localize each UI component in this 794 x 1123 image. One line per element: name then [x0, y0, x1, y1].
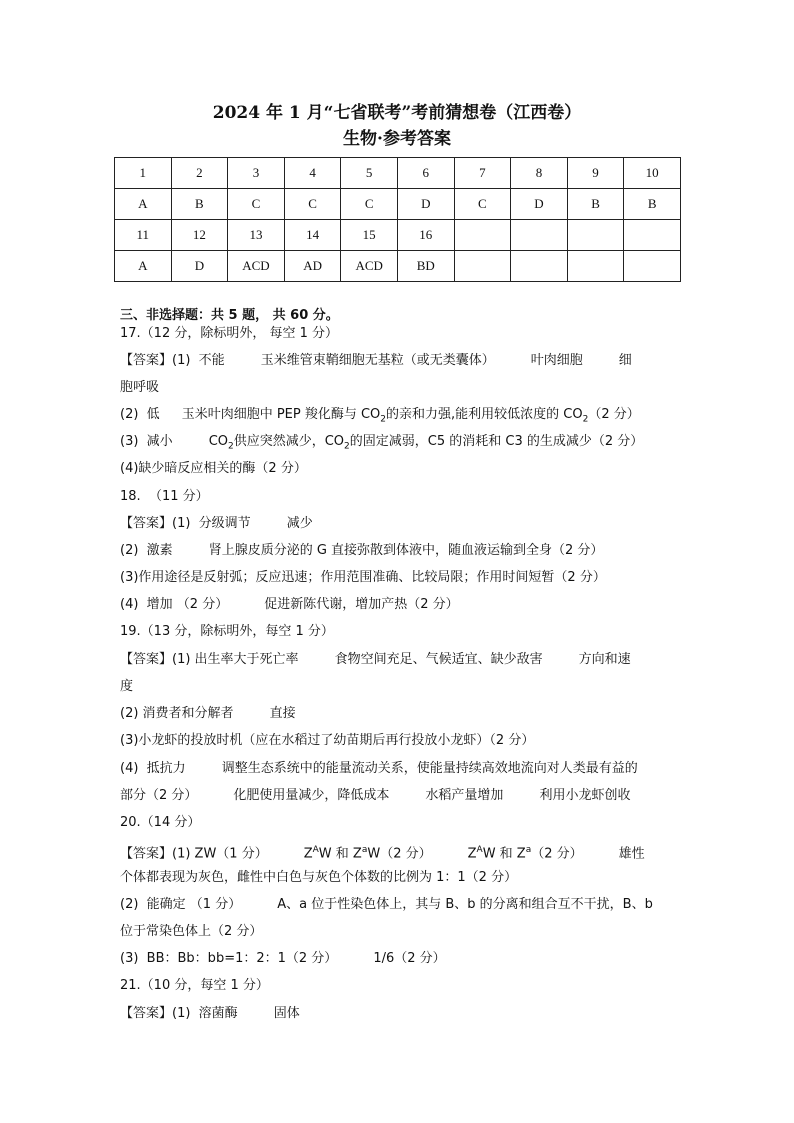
table-cell: 4 [284, 158, 341, 189]
table-cell: 12 [171, 220, 228, 251]
q20-line3: (2) 能确定 （1 分） A、a 位于性染色体上，其与 B、b 的分离和组合互不干扰，B、b [120, 897, 653, 912]
table-cell: 3 [228, 158, 285, 189]
q17-line2: (2) 低 玉米叶肉细胞中 PEP 羧化酶与 $CO_2$的亲和力强,能利用较低浓度的 $CO_2(2$ 分） [120, 407, 640, 425]
table-cell: C [341, 189, 398, 220]
table-cell: B [567, 189, 624, 220]
table-cell: D [511, 189, 568, 220]
table-cell: 14 [284, 220, 341, 251]
table-cell: B [624, 189, 681, 220]
table-cell: 2 [171, 158, 228, 189]
q17-line4: (4)缺少暗反应相关的酶（2 分） [120, 461, 307, 476]
table-cell: 16 [397, 220, 454, 251]
section-heading: 三、非选择题：共 5 题， 共 60 分。 [120, 308, 339, 323]
q19-line5: 部分（2 分） 化肥使用量减少，降低成本 水稻产量增加 利用小龙虾创收 [120, 788, 631, 803]
table-cell [624, 220, 681, 251]
table-cell: D [397, 189, 454, 220]
document-subtitle: 生物·参考答案 [343, 129, 451, 149]
table-cell: 6 [397, 158, 454, 189]
q17-line1: 【答案】(1) 不能 玉米维管束鞘细胞无基粒（或无类囊体） 叶肉细胞 细 [120, 353, 632, 368]
table-cell: ACD [228, 251, 285, 282]
table-cell: A [115, 251, 172, 282]
table-row [115, 189, 681, 220]
q20-line3-cont: 位于常染色体上（2 分） [120, 924, 263, 939]
q21-header: 21.（10 分，每空 1 分） [120, 978, 269, 993]
table-cell [567, 251, 624, 282]
q18-header: 18. （11 分） [120, 489, 209, 504]
table-cell: 10 [624, 158, 681, 189]
table-row [115, 158, 681, 189]
table-cell [511, 220, 568, 251]
q18-line2: (2) 激素 肾上腺皮质分泌的 G 直接弥散到体液中，随血液运输到全身（2 分） [120, 543, 604, 558]
q19-line2: (2) 消费者和分解者 直接 [120, 706, 296, 721]
table-cell [511, 251, 568, 282]
q20-line4: (3) BB：Bb：bb=1：2：1（2 分） 1/6（2 分） [120, 951, 446, 966]
q21-line1: 【答案】(1) 溶菌酶 固体 [120, 1006, 300, 1021]
table-cell: 11 [115, 220, 172, 251]
document-title: 2024 年 1 月“七省联考”考前猜想卷（江西卷） [212, 103, 582, 123]
table-cell: 13 [228, 220, 285, 251]
q20-line1: 【答案】(1) ZW（1 分） $Z^AW$ 和 $Z^aW(2$ 分） $Z^AW$ 和 $Z^a(2$ 分） 雄性 [120, 845, 645, 862]
q19-line1-cont: 度 [120, 679, 134, 694]
answer-table [114, 157, 681, 282]
table-cell: 5 [341, 158, 398, 189]
table-cell: B [171, 189, 228, 220]
q17-line3: (3) 减小 $CO_2$供应突然减少，$CO_2$的固定减弱，C5 的消耗和 C3 的生成减少（2 分） [120, 434, 644, 452]
table-cell: A [115, 189, 172, 220]
table-cell [624, 251, 681, 282]
table-cell [454, 220, 511, 251]
table-cell [454, 251, 511, 282]
table-cell: ACD [341, 251, 398, 282]
q17-line1-cont: 胞呼吸 [120, 380, 160, 395]
q20-line2: 个体都表现为灰色，雌性中白色与灰色个体数的比例为 1：1（2 分） [120, 870, 518, 885]
table-cell: 15 [341, 220, 398, 251]
q20-header: 20.（14 分） [120, 815, 201, 830]
q18-line3: (3)作用途径是反射弧；反应迅速；作用范围准确、比较局限；作用时间短暂（2 分） [120, 570, 606, 585]
table-row [115, 251, 681, 282]
table-row [115, 220, 681, 251]
q18-line1: 【答案】(1) 分级调节 减少 [120, 516, 313, 531]
q19-line1: 【答案】(1) 出生率大于死亡率 食物空间充足、气候适宜、缺少敌害 方向和速 [120, 652, 631, 667]
table-cell [567, 220, 624, 251]
table-cell: C [454, 189, 511, 220]
q17-header: 17.（12 分，除标明外， 每空 1 分） [120, 326, 339, 341]
table-cell: 9 [567, 158, 624, 189]
q19-line4: (4) 抵抗力 调整生态系统中的能量流动关系，使能量持续高效地流向对人类最有益的 [120, 761, 638, 776]
table-cell: D [171, 251, 228, 282]
table-cell: 1 [115, 158, 172, 189]
table-cell: BD [397, 251, 454, 282]
table-cell: AD [284, 251, 341, 282]
q19-header: 19.（13 分，除标明外，每空 1 分） [120, 624, 334, 639]
table-cell: 8 [511, 158, 568, 189]
q18-line4: (4) 增加 （2 分） 促进新陈代谢，增加产热（2 分） [120, 597, 459, 612]
table-cell: C [284, 189, 341, 220]
table-cell: 7 [454, 158, 511, 189]
table-cell: C [228, 189, 285, 220]
q19-line3: (3)小龙虾的投放时机（应在水稻过了幼苗期后再行投放小龙虾）（2 分） [120, 733, 535, 748]
